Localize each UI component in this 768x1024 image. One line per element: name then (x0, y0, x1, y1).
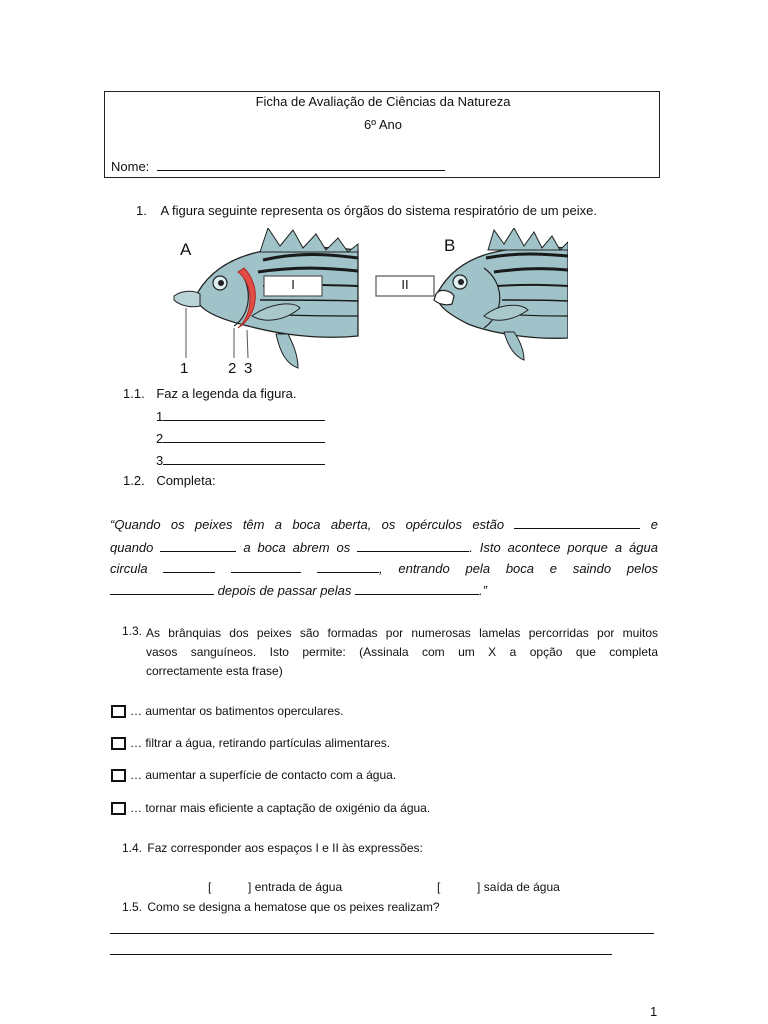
question-1-4 (122, 841, 423, 855)
header-box (104, 91, 660, 178)
blank-6[interactable] (317, 560, 379, 573)
option-row-1: … aumentar os batimentos operculares. (111, 704, 343, 718)
fill-paragraph-line-4: depois de passar pelas .” (110, 580, 658, 601)
option-row-4: … tornar mais eficiente a captação de oxigénio da água. (111, 801, 430, 815)
legend-line-2[interactable] (163, 430, 325, 443)
option-row-2: … filtrar a água, retirando partículas alimentares. (111, 736, 390, 750)
school-year: 6º Ano (363, 117, 402, 132)
option-checkbox-4[interactable] (111, 802, 126, 815)
blank-4[interactable] (163, 560, 215, 573)
figure-number-3: 3 (244, 360, 253, 377)
blank-7[interactable] (110, 582, 214, 595)
question-1 (136, 203, 597, 218)
answer-line-1[interactable] (110, 933, 654, 934)
fill-paragraph-line-2: quando a boca abrem os . Isto acontece porque a água (110, 540, 658, 555)
expression-entrada: entrada de água (254, 880, 343, 894)
figure-label-b: B (444, 236, 456, 255)
fill-paragraph-line-1: “Quando os peixes têm a boca aberta, os opérculos estão e (110, 517, 658, 532)
blank-8[interactable] (355, 582, 479, 595)
option-row-3: … aumentar a superfície de contacto com a água. (111, 768, 396, 782)
question-1-3-number: 1.3. (122, 624, 143, 638)
legend-item-3[interactable]: 3 (156, 452, 325, 468)
page-number: 1 (650, 1004, 658, 1019)
box-label-ii: II (401, 277, 409, 292)
blank-2[interactable] (160, 539, 236, 552)
legend-line-1[interactable] (163, 408, 325, 421)
option-checkbox-2[interactable] (111, 737, 126, 750)
name-label: Nome: (111, 159, 150, 174)
question-text: Como se designa a hematose que os peixes realizam? (147, 900, 440, 914)
name-line[interactable] (157, 158, 445, 171)
question-number: 1. (136, 203, 147, 218)
figure-number-2: 2 (228, 360, 237, 377)
legend-item-1[interactable]: 1 (156, 408, 325, 424)
expression-saida: saída de água (483, 880, 560, 894)
blank-3[interactable] (357, 539, 469, 552)
figure-number-1: 1 (180, 360, 189, 377)
name-field[interactable] (111, 158, 445, 174)
question-number: 1.2. (123, 473, 145, 488)
question-1-1 (123, 386, 297, 401)
match-entrada: [ ] entrada de água (208, 880, 343, 894)
answer-line-2[interactable] (110, 954, 612, 955)
figure-label-a: A (180, 240, 192, 259)
blank-1[interactable] (514, 516, 640, 529)
question-text: Faz corresponder aos espaços I e II às expressões: (147, 841, 423, 855)
question-number: 1.5. (122, 900, 143, 914)
question-text: Faz a legenda da figura. (156, 386, 297, 401)
fill-paragraph-line-3: circula , entrando pela boca e saindo pelos (110, 561, 658, 576)
option-checkbox-1[interactable] (111, 705, 126, 718)
fish-a (174, 228, 358, 368)
worksheet-title: Ficha de Avaliação de Ciências da Natureza (255, 94, 511, 109)
legend-line-3[interactable] (163, 452, 325, 465)
question-text: A figura seguinte representa os órgãos do sistema respiratório de um peixe. (160, 203, 597, 218)
question-text: Completa: (156, 473, 216, 488)
question-1-3-text: As brânquias dos peixes são formadas por numerosas lamelas percorridas por muitos vasos sanguíneos. Isto permite: (Assinala com um X a opção que completa correctamente esta frase) (146, 626, 658, 678)
option-checkbox-3[interactable] (111, 769, 126, 782)
question-number: 1.4. (122, 841, 143, 855)
question-number: 1.1. (123, 386, 145, 401)
box-label-i: I (291, 277, 295, 292)
question-1-5 (122, 900, 440, 914)
match-saida: [ ] saída de água (437, 880, 560, 894)
legend-item-2[interactable]: 2 (156, 430, 325, 446)
question-1-2 (123, 473, 216, 488)
blank-5[interactable] (231, 560, 301, 573)
fish-respiratory-figure (168, 228, 568, 378)
